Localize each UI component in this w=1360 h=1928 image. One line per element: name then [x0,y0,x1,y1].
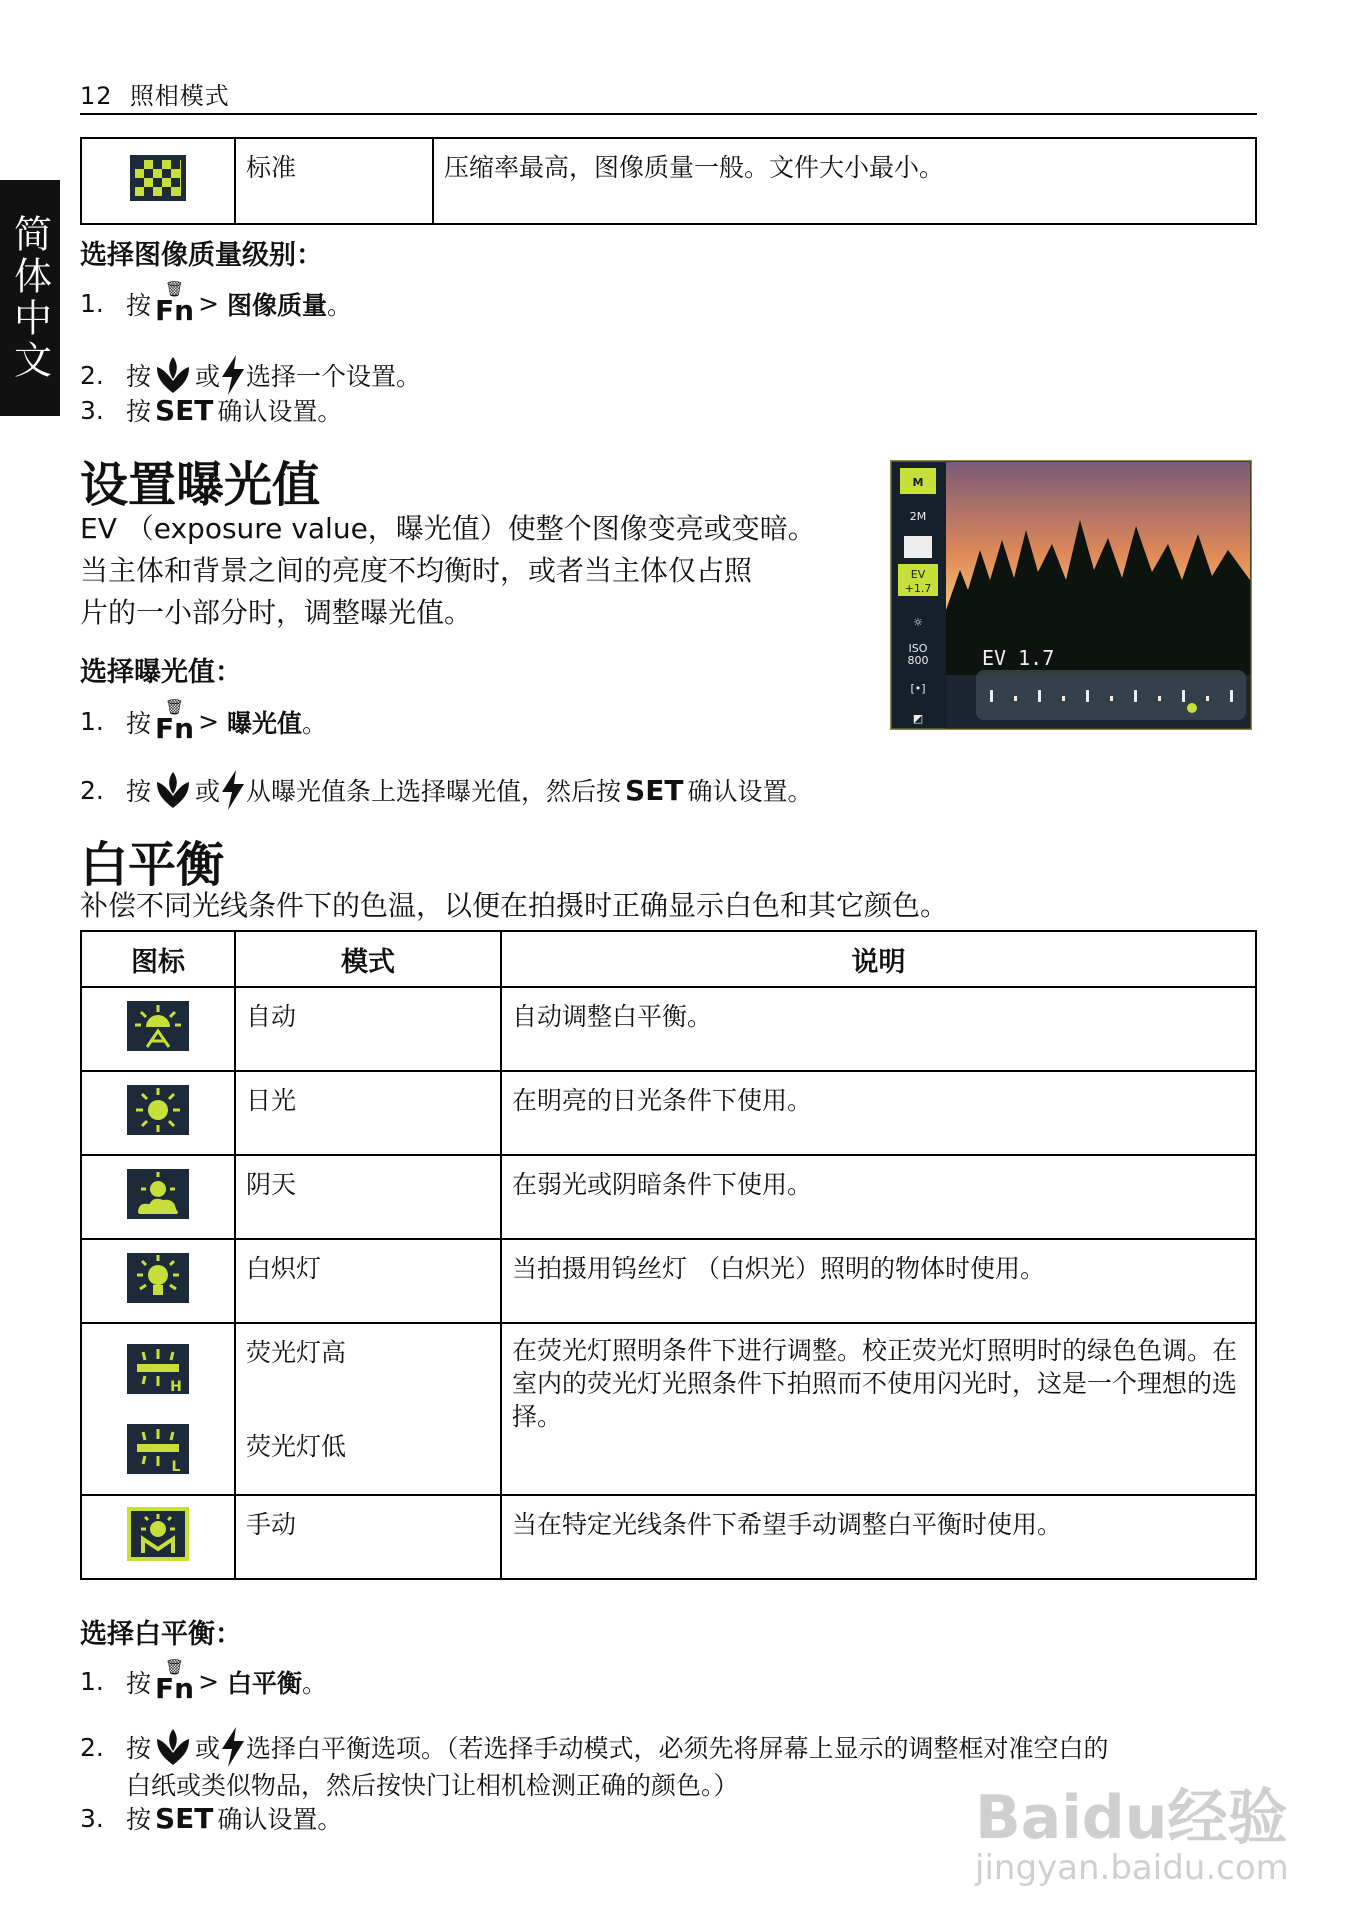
quality-step-2: 2. 按 或 选择一个设置。 [80,355,421,395]
fn-button-icon: 🗑 Fn [155,698,195,745]
trash-icon: 🗑 [165,698,185,716]
wb-mode-high: 荧光灯高 [246,1338,347,1367]
fn-button-icon: 🗑 Fn [155,1658,195,1705]
macro-flower-icon [153,1727,193,1767]
wb-select-heading: 选择白平衡： [80,1619,242,1650]
table-row [81,1155,1256,1239]
wb-title: 白平衡 [80,837,225,893]
wb-mode: 手动 [246,1510,297,1539]
macro-flower-icon [153,770,193,810]
wb-desc: 当在特定光线条件下希望手动调整白平衡时使用。 [512,1510,1063,1539]
wb-mode-low: 荧光灯低 [246,1432,347,1461]
set-button-label: SET [155,393,214,427]
svg-text:+1.7: +1.7 [904,582,932,595]
col-header-mode: 模式 [235,931,501,987]
quality-step-3: 3. 按 SET 确认设置。 [80,393,343,427]
quality-desc: 压缩率最高，图像质量一般。文件大小最小。 [444,153,945,182]
svg-text:[•]: [•] [910,682,926,695]
wb-mode: 自动 [246,1002,297,1031]
wb-intro: 补偿不同光线条件下的色温，以便在拍摄时正确显示白色和其它颜色。 [80,889,949,922]
macro-flower-icon [153,355,193,395]
svg-text:EV: EV [910,568,926,581]
fluorescent-low-icon [127,1424,189,1474]
flash-icon [220,355,246,395]
table-row [81,1495,1256,1579]
table-row [81,1071,1256,1155]
quality-step-1: 1. 按 🗑 Fn > 图像质量 。 [80,280,353,327]
wb-table [80,930,1257,1580]
wb-mode: 白炽灯 [246,1254,322,1283]
manual-wb-icon [127,1507,189,1561]
table-row [81,1239,1256,1323]
auto-wb-icon [127,1001,189,1051]
wb-step-2-cont: 白纸或类似物品，然后按快门让相机检测正确的颜色。） [126,1771,739,1800]
wb-desc: 在弱光或阴暗条件下使用。 [512,1170,813,1199]
fluorescent-high-icon [127,1344,189,1394]
language-tab: 简体中文 [0,180,60,416]
wb-desc: 在明亮的日光条件下使用。 [512,1086,813,1115]
section-title: 照相模式 [129,82,230,110]
baidu-watermark-url: jingyan.baidu.com [975,1848,1289,1888]
wb-step-2: 2. 按 或 选择白平衡选项。（若选择手动模式，必须先将屏幕上显示的调整框对准空白的 [80,1727,1109,1767]
trash-icon: 🗑 [165,280,185,298]
svg-text:ISO: ISO [908,642,928,655]
flash-icon [220,1727,246,1767]
baidu-watermark-logo: Baidu经验 [975,1783,1288,1853]
quality-icon-cell [81,138,235,224]
wb-step-1: 1. 按 🗑 Fn > 白平衡 。 [80,1658,328,1705]
svg-text:H: H [170,1379,182,1394]
svg-text:◩: ◩ [912,712,924,725]
set-button-label: SET [155,1801,214,1835]
page-header [80,76,230,111]
wb-mode: 日光 [246,1086,297,1115]
col-header-icon: 图标 [81,931,235,987]
page-number: 12 [80,82,113,110]
svg-text:2M: 2M [909,510,927,523]
svg-text:M: M [912,476,924,489]
quality-select-heading: 选择图像质量级别： [80,240,323,271]
daylight-icon [127,1085,189,1135]
quality-table [80,137,1257,225]
wb-desc: 在荧光灯照明条件下进行调整。校正荧光灯照明时的绿色色调。在室内的荧光灯光照条件下拍照而不使用闪光时，这是一个理想的选择。 [512,1336,1238,1431]
exposure-step-1: 1. 按 🗑 Fn > 曝光值 。 [80,698,328,745]
wb-desc: 自动调整白平衡。 [512,1002,713,1031]
header-divider [80,113,1257,115]
fn-button-icon: 🗑 Fn [155,280,195,327]
camera-screen-image [890,460,1252,730]
wb-mode: 阴天 [246,1170,297,1199]
col-header-desc: 说明 [501,931,1256,987]
standard-quality-icon [130,155,186,201]
wb-desc: 当拍摄用钨丝灯 （白炽光）照明的物体时使用。 [512,1254,1045,1283]
incandescent-icon [127,1253,189,1303]
set-button-label: SET [625,773,684,807]
quality-mode: 标准 [246,153,297,182]
trash-icon: 🗑 [165,1658,185,1676]
exposure-select-heading: 选择曝光值： [80,657,242,688]
cloudy-icon [127,1169,189,1219]
svg-text:800: 800 [907,654,929,667]
svg-text:☼: ☼ [913,616,923,629]
wb-step-3: 3. 按 SET 确认设置。 [80,1801,343,1835]
exposure-step-2: 2. 按 或 从曝光值条上选择曝光值，然后按 SET 确认设置。 [80,770,812,810]
sunset-landscape [890,460,1252,730]
table-row [81,1323,1256,1495]
table-row [81,987,1256,1071]
ev-readout: EV 1.7 [982,646,1055,670]
exposure-title: 设置曝光值 [80,457,321,513]
svg-text:L: L [171,1459,181,1474]
exposure-intro: EV （exposure value，曝光值）使整个图像变亮或变暗。 当主体和背景之间的亮度不均衡时，或者当主体仅占照 片的一小部分时，调整曝光值。 [80,512,816,629]
flash-icon [220,770,246,810]
